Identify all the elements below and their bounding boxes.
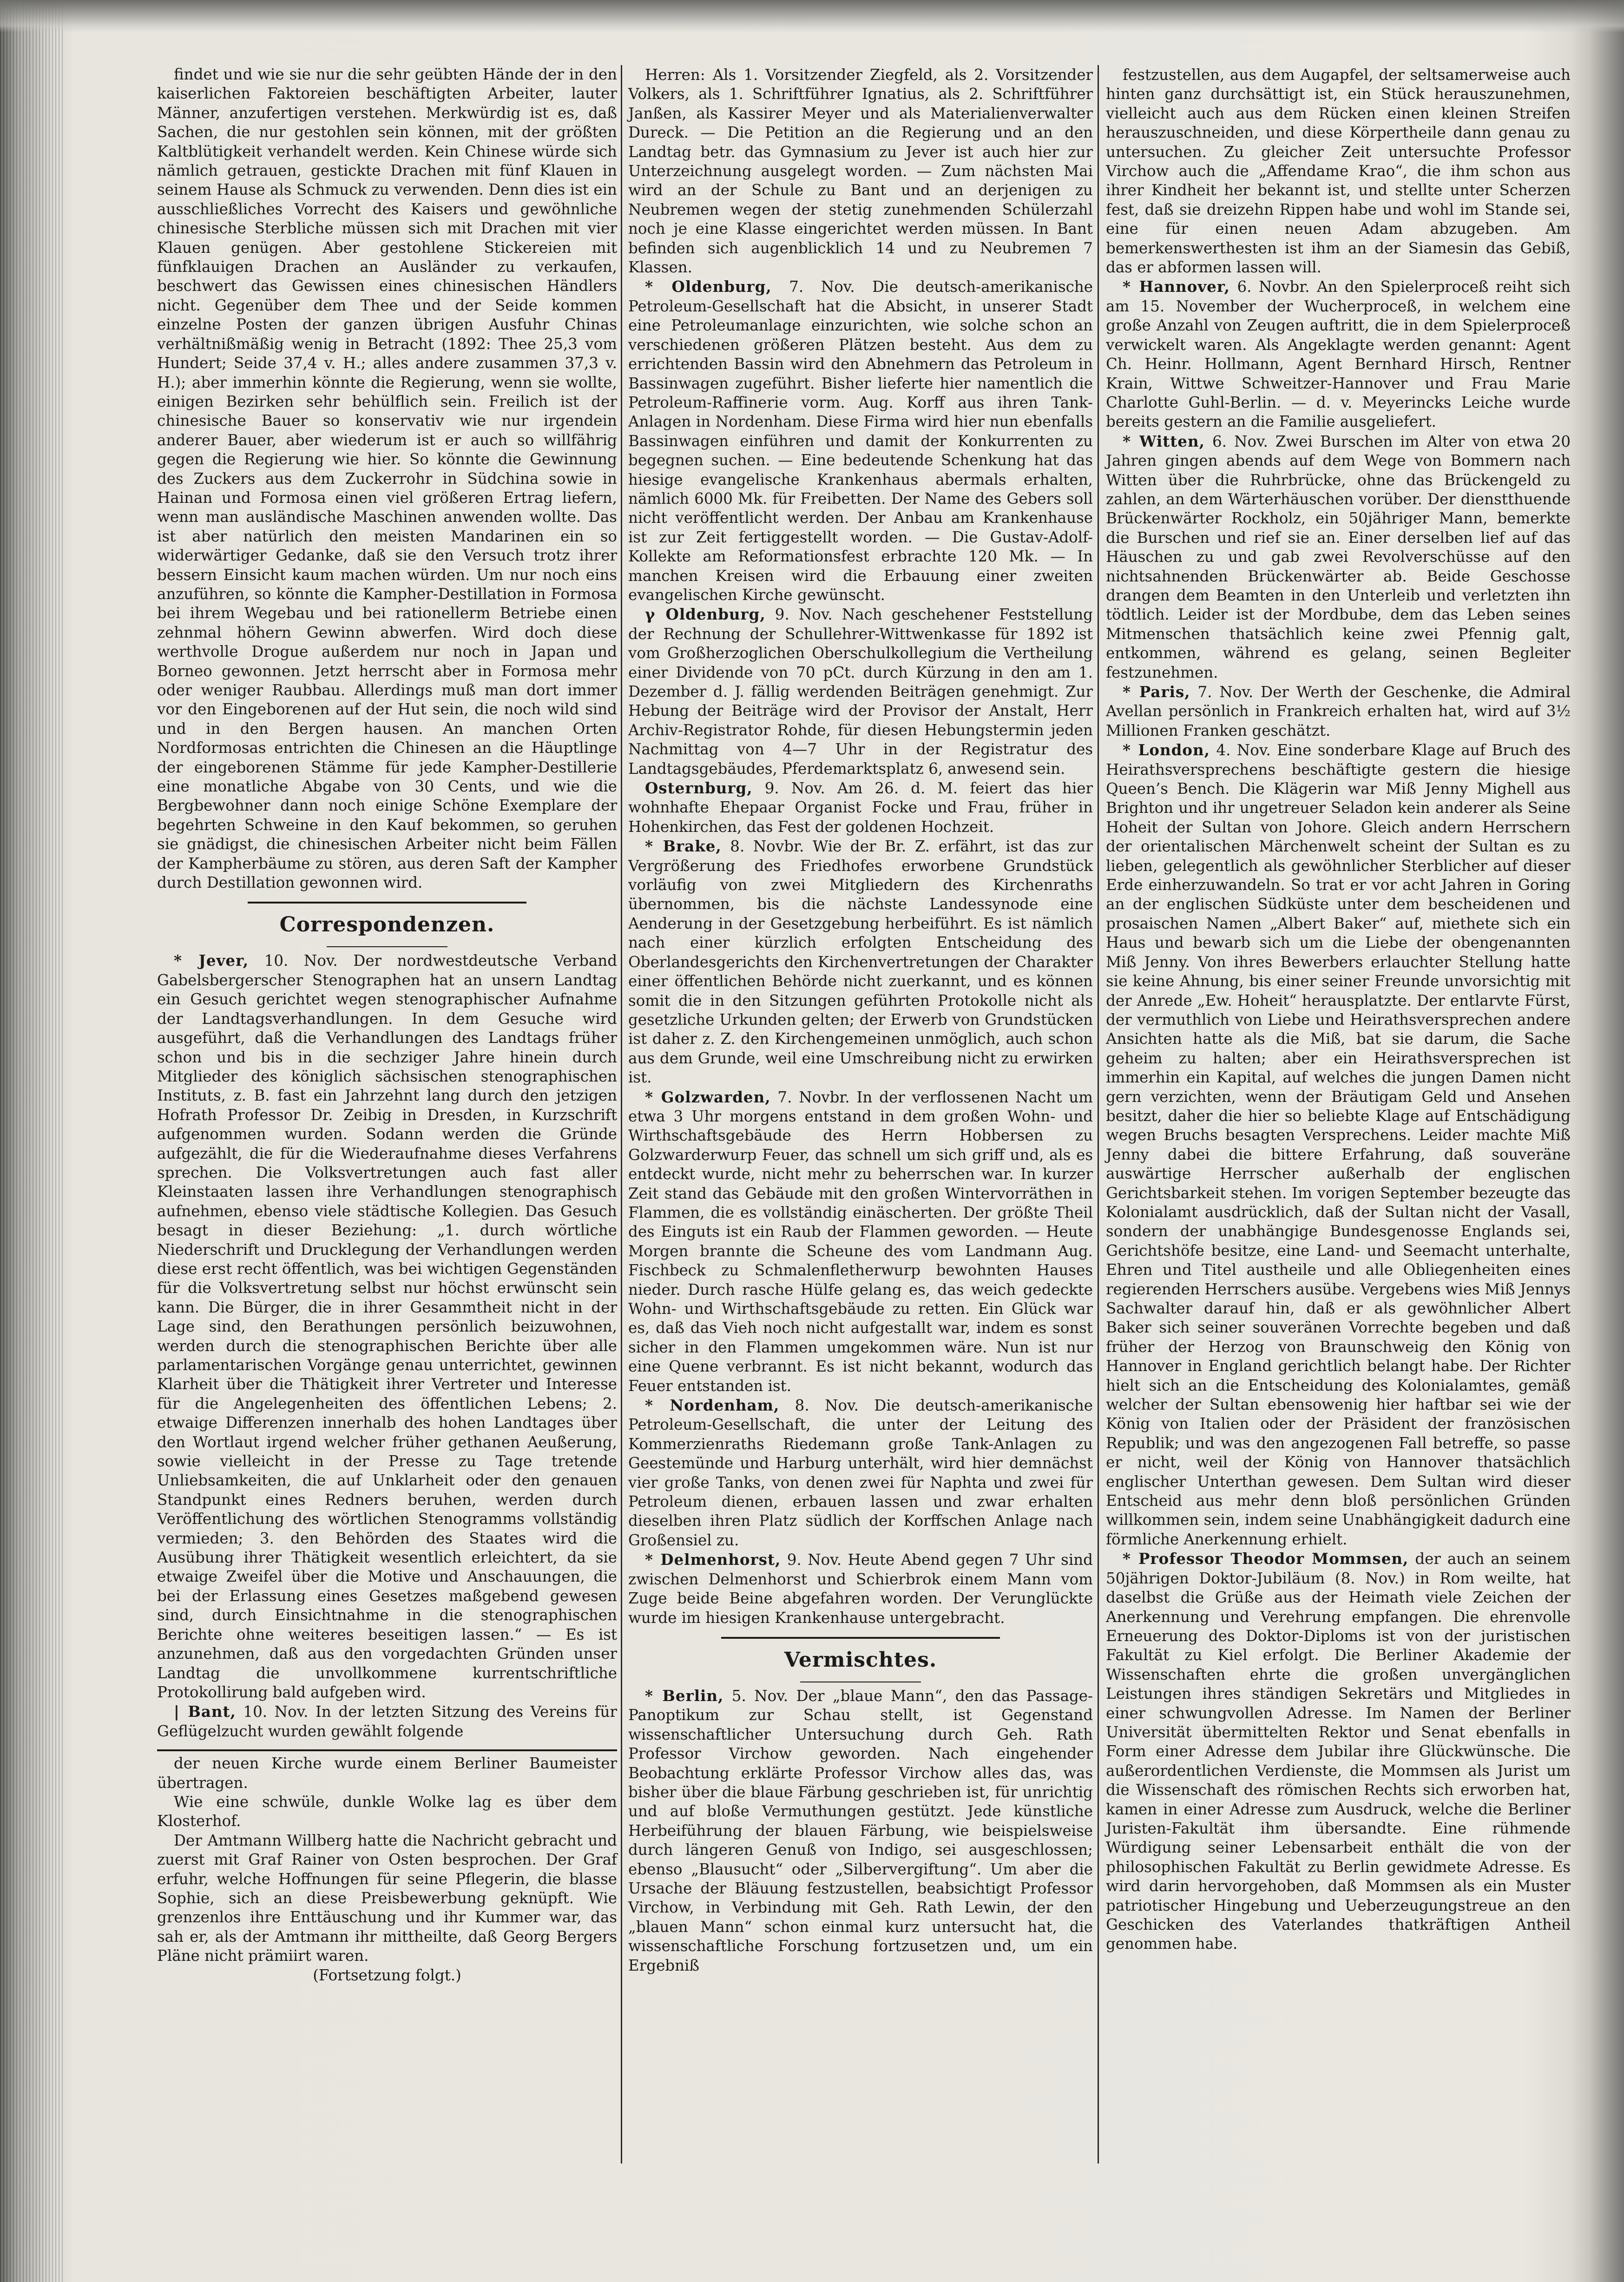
section-heading: Correspondenzen. <box>279 913 495 937</box>
section-rule <box>248 902 526 904</box>
entry-text: 8. Nov. Die deutsch-amerikanische Petroleum-Gesellschaft, die unter der Leitung des Kommerzienraths Riedemann große Tank-Anlagen zu Geestemünde und Harburg unterhält, wird hier demnächst vier große Tanks, von denen zwei für Naphta und zwei für Petroleum dienen, erbauen lassen und zwar erhalten dieselben ihren Platz südlich der Korffschen Anlage nach Großensiel zu. <box>628 1397 1093 1549</box>
news-entry <box>628 277 1093 605</box>
dateline: Osternburg, <box>645 779 753 798</box>
entry-text: 7. Nov. Die deutsch-amerikanische Petroleum-Gesellschaft hat die Absicht, in unserer Stadt eine Petroleumanlage einzurichten, wie solche schon an verschiedenen größeren Plätzen besteht. Aus dem zu errichtenden Bassin wird den Abnehmern das Petroleum in Bassinwagen zugeführt. Bisher lieferte hier namentlich die Petroleum-Raffinerie vorm. Aug. Korff aus ihren Tank-Anlagen in Nordenham. Diese Firma wird hier nun ebenfalls Bassinwagen einführen und damit der Konkurrenten zu begegnen suchen. — Eine bedeutende Schenkung hat das hiesige evangelische Krankenhaus abermals erhalten, nämlich 6000 Mk. für Freibetten. Der Name des Gebers soll nicht veröffentlicht werden. Der Anbau am Krankenhause ist zur Zeit fertiggestellt worden. — Die Gustav-Adolf-Kollekte am Reformationsfest erbrachte 120 Mk. — In manchen Kreisen wird die Erbauung einer zweiten evangelischen Kirche gewünscht. <box>628 278 1093 604</box>
feuilleton-paragraph: Wie eine schwüle, dunkle Wolke lag es über dem Klosterhof. <box>157 1793 617 1830</box>
news-entry <box>1106 432 1571 682</box>
news-entry <box>628 65 1093 277</box>
dateline: * Golzwarden, <box>645 1088 771 1106</box>
dateline: * Delmenhorst, <box>645 1550 781 1569</box>
news-entry <box>628 778 1093 837</box>
news-entry <box>628 1396 1093 1550</box>
news-entry <box>628 605 1093 778</box>
news-entry <box>1106 277 1571 431</box>
news-entry <box>1106 65 1571 277</box>
entry-text: 7. Nov. Der Werth der Geschenke, die Admiral Avellan persönlich in Frankreich erhalten hat, wird auf 3½ Millionen Franken geschätzt. <box>1106 683 1571 739</box>
news-entry <box>1106 682 1571 740</box>
heading-rule <box>327 946 447 947</box>
entry-text: 5. Nov. Der „blaue Mann“, den das Passage-Panoptikum zur Schau stellt, ist Gegenstand wissenschaftlicher Untersuchung durch Geh. Rath Professor Virchow geworden. Nach eingehender Beobachtung erklärte Professor Virchow alles das, was bisher über die blaue Färbung geschrieben ist, für unrichtig und auf bloße Vermuthungen gestützt. Jede künstliche Herbeiführung der blauen Färbung, wie beispielsweise durch längeren Genuß von Indigo, sei ausgeschlossen; ebenso „Blausucht“ oder „Silbervergiftung“. Um aber die Ursache der Bläuung festzustellen, beabsichtigt Professor Virchow, in Verbindung mit Geh. Rath Lewin, der den „blauen Mann“ schon einmal kurz untersucht hat, die wissenschaftliche Forschung fortzusetzen und, um ein Ergebniß <box>628 1687 1093 1974</box>
news-entry <box>157 951 617 1702</box>
dateline: * Brake, <box>645 837 722 856</box>
entry-text: 8. Novbr. Wie der Br. Z. erfährt, ist das zur Vergrößerung des Friedhofes erworbene Grundstück vorläufig von zwei Mitgliedern des Kirchenraths übernommen, bis die nächste Landessynode eine Aenderung in der Gesetzgebung herbeiführt. Es ist nämlich nach einer kürzlich erfolgten Entscheidung des Oberlandesgerichts den Kirchenvertretungen der Charakter einer öffentlichen Behörde nicht zuerkannt, und es können somit die in den Sitzungen geführten Protokolle nicht als gesetzliche Urkunden gelten; der Erwerb von Grundstücken ist daher z. Z. den Kirchengemeinen unmöglich, auch schon aus dem Grunde, weil eine Umschreibung nicht zu erwirken ist. <box>628 838 1093 1087</box>
entry-text: 4. Nov. Eine sonderbare Klage auf Bruch des Heirathsversprechens beschäftigte gestern die hiesige Queen’s Bench. Die Klägerin war Miß Jenny Mighell aus Brighton und ihr ungetreuer Seladon kein anderer als Seine Hoheit der Sultan von Johore. Gleich andern Herrschern der orientalischen Märchenwelt scheint der Sultan es zu lieben, gelegentlich als gewöhnlicher Sterblicher auf dieser Erde einherzuwandeln. So trat er vor acht Jahren in Goring an der englischen Südküste unter dem bescheidenen und prosaischen Namen „Albert Baker“ auf, miethete sich ein Haus und bewarb sich um die Liebe der obengenannten Miß Jenny. Von ihres Bewerbers erlauchter Stellung hatte sie keine Ahnung, bis einer seiner Freunde unvorsichtig mit der Anrede „Ew. Hoheit“ herausplatzte. Der entlarvte Fürst, der vermuthlich von Liebe und Heirathsversprechen andere Ansichten hatte als die Miß, bat sie darum, die Sache geheim zu halten; aber ein Heirathsversprechen ist immerhin ein Kapital, auf welches die jungen Damen nicht gern verzichten, wenn der Bräutigam Geld und Ansehen besitzt, daher die hier so beliebte Klage auf Entschädigung wegen Bruchs besagten Versprechens. Leider machte Miß Jenny dabei die bittere Erfahrung, daß souveräne auswärtige Herrscher außerhalb der englischen Gerichtsbarkeit stehen. Im vorigen September bezeugte das Kolonialamt ausdrücklich, daß der Sultan nicht der Vasall, sondern der unabhängige Bundesgenosse Englands sei, Gerichtshöfe besitze, eine Land- und Seemacht unterhalte, Ehren und Titel austheile und alle Obliegenheiten eines regierenden Herrschers ausübe. Vergebens wies Miß Jennys Sachwalter darauf hin, daß er als gewöhnlicher Albert Baker sich seiner souveränen Vorrechte begeben und daß früher der Herzog von Braunschweig den König von Hannover in England gerichtlich belangt habe. Der Richter hielt sich an die Entscheidung des Kolonialamtes, gemäß welcher der Sultan ebensowenig hier haftbar sei wie der König von Italien oder der Präsident der französischen Republik; und was den angezogenen Fall betreffe, so passe er nicht, weil der König von Hannover thatsächlich englischer Unterthan gewesen. Dem Sultan wird dieser Entscheid aus mehr denn bloß persönlichen Gründen willkommen sein, indem seine Unabhängigkeit dadurch eine förmliche Anerkennung erhielt. <box>1106 741 1571 1548</box>
dateline: * Hannover, <box>1123 277 1230 296</box>
binding-edge <box>0 0 63 2282</box>
entry-text: 6. Novbr. An den Spielerproceß reiht sich am 15. November der Wucherproceß, in welchem eine große Anzahl von Zeugen auftritt, die in dem Spielerproceß verwickelt waren. Als Angeklagte werden genannt: Agent Ch. Heinr. Hollmann, Agent Bernhard Hirsch, Rentner Krain, Wittwe Schweitzer-Hannover und Frau Marie Charlotte Guhl-Berlin. — d. v. Meyerincks Leiche wurde bereits gestern an die Familie ausgeliefert. <box>1106 278 1571 431</box>
dateline: | Bant, <box>174 1702 236 1721</box>
entry-text: 7. Novbr. In der verflossenen Nacht um etwa 3 Uhr morgens entstand in dem großen Wohn- und Wirthschaftsgebäude des Herrn Hobbersen zu Golzwarderwurp Feuer, das schnell um sich griff und, als es entdeckt wurde, nicht mehr zu beherrschen war. In kurzer Zeit stand das Gebäude mit den großen Wintervorräthen in Flammen, die es vollständig einäscherten. Der größte Theil des Einguts ist ein Raub der Flammen geworden. — Heute Morgen brannte die Scheune des vom Landmann Aug. Fischbeck zu Schmalenfletherwurp bewohnten Hauses nieder. Durch rasche Hülfe gelang es, das weich gedeckte Wohn- und Wirthschaftsgebäude zu retten. Ein Glück war es, daß das Vieh noch nicht aufgestallt war, indem es sonst sicher in den Flammen umgekommen wäre. Nun ist nur eine Quene verbrannt. Es ist nicht bekannt, wodurch das Feuer entstanden ist. <box>628 1088 1093 1395</box>
article-paragraph: findet und wie sie nur die sehr geübten Hände der in den kaiserlichen Faktoreien beschäftigten Arbeiter, lauter Männer, anzufertigen verstehen. Merkwürdig ist es, daß Sachen, die nur gestohlen sein können, mit der größten Kaltblütigkeit verhandelt werden. Kein Chinese würde sich nämlich getrauen, gestickte Drachen mit fünf Klauen in seinem Hause als Schmuck zu verwenden. Denn dies ist ein ausschließliches Vorrecht des Kaisers und gewöhnliche chinesische Sterbliche müssen sich mit Drachen mit vier Klauen genügen. Aber gestohlene Stickereien mit fünfklauigen Drachen an Ausländer zu verkaufen, beschwert das Gewissen eines chinesischen Händlers nicht. Gegenüber dem Thee und der Seide kommen einzelne Posten der ganzen übrigen Ausfuhr Chinas verhältnißmäßig wenig in Betracht (1892: Thee 25,3 vom Hundert; Seide 37,4 v. H.; alles andere zusammen 37,3 v. H.); aber immerhin könnte die Regierung, wenn sie wollte, einigen Bezirken sehr behülflich sein. Freilich ist der chinesische Bauer so konservativ wie nur irgendein anderer Bauer, aber wiederum ist er auch so willfährig gegen die Regierung wie hier. So könnte die Gewinnung des Zuckers aus dem Zuckerrohr in Südchina sowie in Hainan und Formosa einen viel größeren Ertrag liefern, wenn man ausländische Maschinen anwenden wollte. Das ist aber natürlich den meisten Mandarinen ein so widerwärtiger Gedanke, daß sie den Versuch trotz ihrer bessern Einsicht kaum machen würden. Um nur noch eins anzuführen, so könnte die Kampher-Destillation in Formosa bei ihrem Wegebau und bei rationellerm Betriebe einen zehnmal höhern Gewinn abwerfen. Wird doch diese werthvolle Drogue außerdem nur noch in Japan und Borneo gewonnen. Jetzt herrscht aber in Formosa mehr oder weniger Raubbau. Allerdings muß man dort immer vor den Eingeborenen auf der Hut sein, die noch wild sind und in den Bergen hausen. An manchen Orten Nordformosas entrichten die Chinesen an die Häuptlinge der eingeborenen Stämme für jede Kampher-Destillerie eine monatliche Abgabe von 30 Cents, und wie die Bergbewohner dann noch einige Schöne Exemplare der begehrten Schweine in den Kauf bekommen, so geruhen sie gnädigst, die chinesischen Arbeiter nicht beim Fällen der Kampherbäume zu stören, aus deren Saft der Kampher durch Destillation gewonnen wird. <box>157 66 617 892</box>
entry-text: 9. Nov. Heute Abend gegen 7 Uhr sind zwischen Delmenhorst und Schierbrok einem Mann vom Zuge beide Beine abgefahren worden. Der Verunglückte wurde im hiesigen Krankenhause untergebracht. <box>628 1551 1093 1627</box>
entry-text: 6. Nov. Zwei Burschen im Alter von etwa 20 Jahren gingen abends auf dem Wege von Bommern nach Witten über die Ruhrbrücke, ohne das Brückengeld zu zahlen, an dem Wärterhäuschen vorüber. Der dienstthuende Brückenwärter Rockholz, ein 50jähriger Mann, bemerkte die Burschen und rief sie an. Einer derselben lief auf das Häuschen zu und gab zwei Revolverschüsse auf den nichtsahnenden Brückenwärter ab. Beide Geschosse drangen dem Beamten in den Unterleib und verletzten ihn tödtlich. Leider ist der Mordbube, dem das Leben seines Mitmenschen thatsächlich keine zwei Pfennig galt, entkommen, während es gelang, seinen Begleiter festzunehmen. <box>1106 432 1571 681</box>
entry-text: 9. Nov. Am 26. d. M. feiert das hier wohnhafte Ehepaar Organist Focke und Frau, früher in Hohenkirchen, das Fest der goldenen Hochzeit. <box>628 779 1093 836</box>
news-entry <box>628 1550 1093 1628</box>
dateline: * Nordenham, <box>645 1396 780 1415</box>
dateline: * Witten, <box>1123 432 1205 450</box>
news-entry <box>1106 740 1571 1549</box>
dateline: γ Oldenburg, <box>645 605 766 624</box>
dateline: * Paris, <box>1123 683 1190 701</box>
entry-text: Herren: Als 1. Vorsitzender Ziegfeld, als 2. Vorsitzender Volkers, als 1. Schriftführer Ignatius, als 2. Schriftführer Janßen, als Kassirer Meyer und als Materialienverwalter Dureck. — Die Petition an die Regierung und an den Landtag betr. das Gymnasium zu Jever ist auch hier zur Unterzeichnung ausgelegt worden. — Zum nächsten Mai wird an der Schule zu Bant und an derjenigen zu Neubremen wegen der stetig zunehmenden Schülerzahl noch je eine Klasse eingerichtet werden müssen. In Bant befinden sich augenblicklich 14 und zu Neubremen 7 Klassen. <box>628 66 1093 277</box>
entry-text: 10. Nov. In der letzten Sitzung des Vereins für Geflügelzucht wurden gewählt folgende <box>157 1703 617 1740</box>
continued-note: (Fortsetzung folgt.) <box>313 1966 461 1984</box>
column-separator <box>1098 65 1099 2163</box>
entry-text: 9. Nov. Nach geschehener Feststellung der Rechnung der Schullehrer-Wittwenkasse für 1892 ist vom Großherzoglichen Oberschulkollegium die Vertheilung einer Dividende von 70 pCt. durch Kürzung in den am 1. Dezember d. J. fällig werdenden Beiträgen genehmigt. Zur Hebung der Beiträge wird der Provisor der Anstalt, Herr Archiv-Registrator Rohde, für diesen Hebungstermin jeden Nachmittag von 4—7 Uhr in der Registratur des Landtagsgebäudes, Pferdemarktsplatz 6, anwesend sein. <box>628 606 1093 778</box>
dateline: * Professor Theodor Mommsen, <box>1123 1550 1409 1568</box>
dateline: * Oldenburg, <box>645 277 772 296</box>
entry-text: 10. Nov. Der nordwestdeutsche Verband Gabelsbergerscher Stenographen hat an unsern Landtag ein Gesuch gerichtet wegen stenographischer Aufnahme der Landtagsverhandlungen. In dem Gesuche wird ausgeführt, daß die Verhandlungen des Landtags früher schon und bis in die sechziger Jahre hinein durch Mitglieder des königlich sächsischen stenographischen Instituts, z. B. fast ein Jahrzehnt lang durch den jetzigen Hofrath Professor Dr. Zeibig in Dresden, in Kurzschrift aufgenommen wurden. Sodann werden die Gründe aufgezählt, die für die Wiederaufnahme dieses Verfahrens sprechen. Die Volksvertretungen auch fast aller Kleinstaaten lassen ihre Verhandlungen stenographisch aufnehmen, ebenso viele städtische Kollegien. Das Gesuch besagt in dieser Beziehung: „1. durch wörtliche Niederschrift und Drucklegung der Verhandlungen werden diese erst recht öffentlich, was bei wichtigen Gegenständen für die Volksvertretung selbst nur höchst erwünscht sein kann. Die Bürger, die in ihrer Gesammtheit nicht in der Lage sind, den Berathungen persönlich beizuwohnen, werden durch die stenographischen Berichte über alle parlamentarischen Vorgänge genau unterrichtet, gewinnen Klarheit über die Thätigkeit ihrer Vertreter und Interesse für die Angelegenheiten des öffentlichen Lebens; 2. etwaige Differenzen innerhalb des hohen Landtages über den Wortlaut irgend welcher früher gethanen Aeußerung, sowie vielleicht in der Presse zu Tage tretende Unliebsamkeiten, die auf Unklarheit oder den genauen Standpunkt eines Redners beruhen, werden durch Veröffentlichung des wörtlichen Stenogramms vollständig vermieden; 3. den Behörden des Staates wird die Ausübung ihrer Thätigkeit wesentlich erleichtert, da sie etwaige Zweifel über die Motive und Anschauungen, die bei der Erlassung eines Gesetzes maßgebend gewesen sind, durch Einsichtnahme in die stenographischen Berichte ohne weiteres beseitigen lassen.“ — Es ist anzunehmen, daß aus den vorgedachten Gründen unser Landtag die unvollkommene kurrentschriftliche Protokollirung bald aufgeben wird. <box>157 952 617 1701</box>
news-entry <box>157 1702 617 1741</box>
section-heading: Vermischtes. <box>784 1648 937 1672</box>
dateline: * Jever, <box>174 951 249 970</box>
entry-text: festzustellen, aus dem Augapfel, der seltsamerweise auch hinten ganz durchsättigt ist, ein Stück herauszunehmen, vielleicht auch aus dem Rücken einen kleinen Streifen herauszuschneiden, und diese Körpertheile dann genau zu untersuchen. Zu gleicher Zeit untersuchte Professor Virchow auch die „Affendame Krao“, die ihm schon aus ihrer Kindheit her bekannt ist, und stellte unter Scherzen fest, daß sie dreizehn Rippen habe und wohl im Stande sei, eine für einen neuen Adam abzugeben. Am bemerkenswerthesten ist ihm an der Siamesin das Gebiß, das er abformen lassen will. <box>1106 66 1571 277</box>
column-3 <box>1106 65 1571 1954</box>
entry-text: der auch an seinem 50jährigen Doktor-Jubiläum (8. Nov.) in Rom weilte, hat daselbst die Grüße aus der Heimath viele Zeichen der Anerkennung und Verehrung empfangen. Die ehrenvolle Erneuerung des Doktor-Diploms ist von der juristischen Fakultät zu Kiel erfolgt. Die Berliner Akademie der Wissenschaften ehrte die großen unvergänglichen Leistungen ihres ständigen Sekretärs und Mitgliedes in einer schwungvollen Adresse. Im Namen der Berliner Universität übermittelten Rektor und Senat ebenfalls in Form einer Adresse dem Jubilar ihre Glückwünsche. Die außerordentlichen Verdienste, die Mommsen als Jurist um die Wissenschaft des römischen Rechts sich erworben hat, kamen in einer Adresse zum Ausdruck, welche die Berliner Juristen-Fakultät ihm übersandte. Eine rühmende Würdigung seiner Lebensarbeit enthält die von der philosophischen Fakultät zu Berlin gewidmete Adresse. Es wird darin hervorgehoben, daß Mommsen als ein Muster patriotischer Hingebung und Ueberzeugungstreue an den Geschicken des Vaterlandes thatkräftigen Antheil genommen habe. <box>1106 1550 1571 1953</box>
top-shadow <box>0 0 1624 33</box>
feuilleton-paragraph: Der Amtmann Willberg hatte die Nachricht gebracht und zuerst mit Graf Rainer von Osten besprochen. Der Graf erfuhr, welche Hoffnungen für seine Pflegerin, die blasse Sophie, sich an diese Preisbewerbung geknüpft. Wie grenzenlos ihre Enttäuschung und ihr Kummer war, das sah er, als der Amtmann ihr mittheilte, daß Georg Bergers Pläne nicht prämiirt waren. <box>157 1831 617 1965</box>
column-2 <box>628 65 1093 1975</box>
section-rule <box>721 1637 1000 1639</box>
news-entry <box>628 1686 1093 1975</box>
dateline: * Berlin, <box>645 1686 724 1705</box>
news-entry <box>628 837 1093 1087</box>
dateline: * London, <box>1123 741 1210 759</box>
news-entry <box>628 1088 1093 1396</box>
news-entry <box>1106 1549 1571 1954</box>
column-separator <box>621 65 622 2163</box>
feuilleton-paragraph: der neuen Kirche wurde einem Berliner Baumeister übertragen. <box>157 1754 617 1792</box>
column-1 <box>157 65 617 1985</box>
feuilleton-rule <box>157 1749 617 1751</box>
